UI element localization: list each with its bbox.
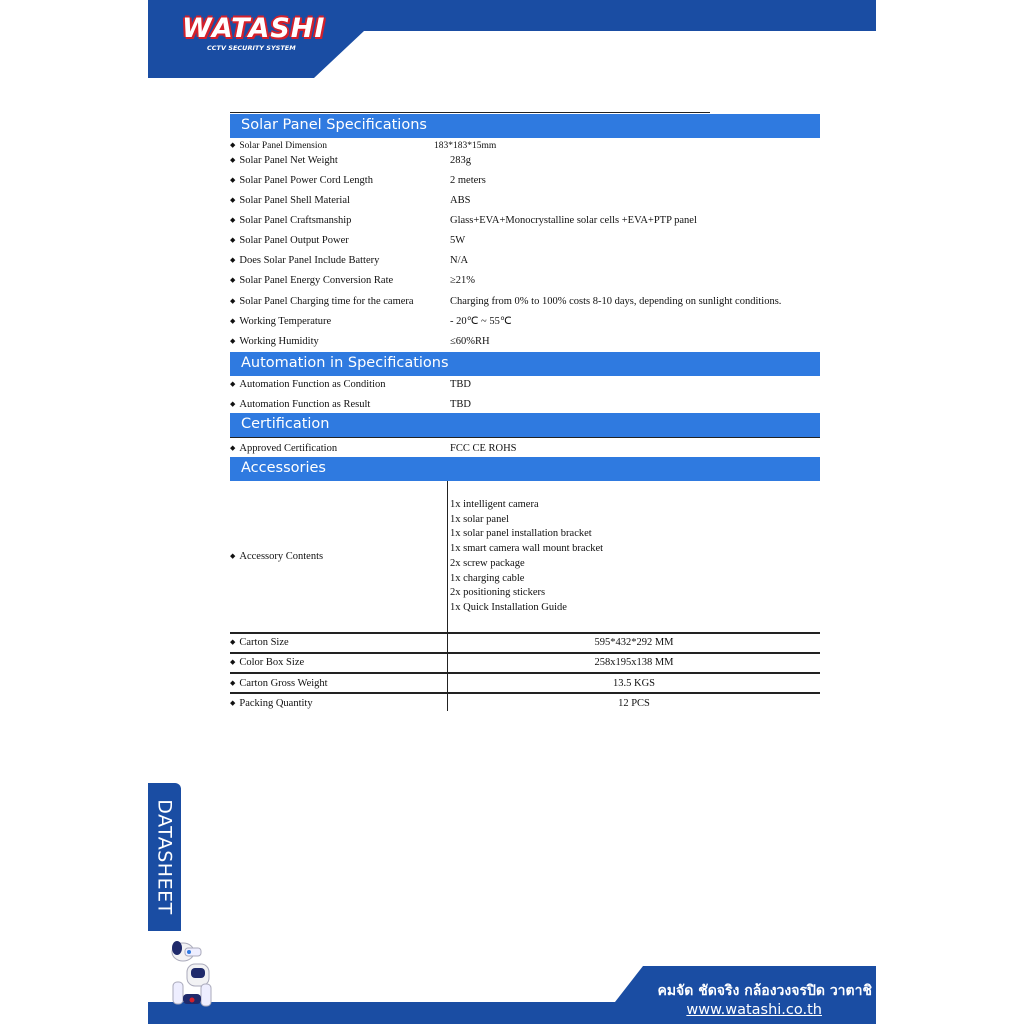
spec-value: 183*183*15mm (434, 141, 497, 151)
divider (230, 672, 820, 674)
brand-tagline: CCTV SECURITY SYSTEM (204, 44, 299, 53)
divider (230, 692, 820, 694)
spec-value: 2 meters (450, 175, 486, 186)
spec-label: ◆ Working Temperature (230, 315, 331, 329)
list-item: 1x intelligent camera (450, 499, 539, 510)
list-item: 2x screw package (450, 557, 525, 569)
spec-label: ◆ Solar Panel Shell Material (230, 194, 350, 208)
spec-label: ◆ Working Humidity (230, 335, 319, 349)
brand-logo (182, 13, 326, 56)
spec-value: Glass+EVA+Monocrystalline solar cells +EVA+PTP panel (450, 215, 697, 226)
spec-value: ≤60%RH (450, 336, 490, 347)
list-item: 2x positioning stickers (450, 587, 546, 599)
spec-label: ◆ Solar Panel Dimension (230, 139, 327, 153)
spec-value: Charging from 0% to 100% costs 8-10 days, depending on sunlight conditions. (450, 296, 782, 307)
section-header-solar: Solar Panel Specifications (230, 114, 820, 138)
list-item: 1x smart camera wall mount bracket (450, 543, 604, 555)
list-item: 1x charging cable (450, 572, 525, 584)
spec-value: TBD (450, 379, 471, 390)
section-header-certification: Certification (230, 413, 820, 437)
datasheet-tab-label: DATASHEET (153, 799, 176, 915)
footer-slogan: คมจัด ชัดจริง กล้องวงจรปิด วาตาชิ (657, 983, 872, 999)
spec-label: ◆ Carton Gross Weight (230, 677, 328, 691)
brand-logo-wordmark: WATASHI (182, 13, 326, 44)
top-rule (230, 112, 710, 113)
spec-value: 12 PCS (618, 698, 650, 709)
datasheet-tab-label-wrap (148, 783, 181, 931)
spec-label: ◆ Does Solar Panel Include Battery (230, 254, 379, 268)
divider (230, 437, 820, 438)
section-header-automation: Automation in Specifications (230, 352, 820, 376)
list-item: 1x solar panel (450, 513, 509, 525)
spec-label: ◆ Packing Quantity (230, 697, 313, 711)
spec-value: - 20℃ ~ 55℃ (450, 316, 512, 327)
divider (230, 652, 820, 654)
spec-label: ◆ Color Box Size (230, 656, 304, 670)
spec-value: N/A (450, 255, 469, 266)
accessory-list (450, 498, 603, 616)
spec-value: 258x195x138 MM (594, 657, 674, 668)
spec-label: ◆ Solar Panel Power Cord Length (230, 174, 373, 188)
spec-value: 595*432*292 MM (594, 637, 674, 648)
section-header-accessories: Accessories (230, 457, 820, 481)
spec-label: ◆ Solar Panel Energy Conversion Rate (230, 274, 393, 288)
spec-label: ◆ Automation Function as Result (230, 398, 370, 412)
spec-label: ◆ Accessory Contents (230, 550, 323, 564)
spec-label: ◆ Solar Panel Charging time for the camera (230, 295, 414, 309)
spec-label: ◆ Solar Panel Output Power (230, 234, 349, 248)
spec-value: ≥21% (450, 275, 476, 286)
spec-value: 5W (450, 235, 466, 246)
spec-value: FCC CE ROHS (450, 443, 517, 454)
list-item: 1x Quick Installation Guide (450, 601, 567, 613)
spec-value: ABS (450, 195, 471, 206)
spec-label: ◆ Approved Certification (230, 442, 337, 456)
robot-dog-mascot-icon (165, 938, 225, 1018)
spec-label: ◆ Automation Function as Condition (230, 378, 386, 392)
divider (230, 632, 820, 634)
list-item: 1x solar panel installation bracket (450, 528, 592, 540)
spec-label: ◆ Solar Panel Craftsmanship (230, 214, 351, 228)
spec-value: 13.5 KGS (612, 678, 655, 689)
spec-label: ◆ Solar Panel Net Weight (230, 154, 338, 168)
spec-value: 283g (450, 155, 471, 166)
website-link[interactable]: www.watashi.co.th (686, 1002, 822, 1018)
spec-label: ◆ Carton Size (230, 636, 289, 650)
spec-value: TBD (450, 399, 471, 410)
